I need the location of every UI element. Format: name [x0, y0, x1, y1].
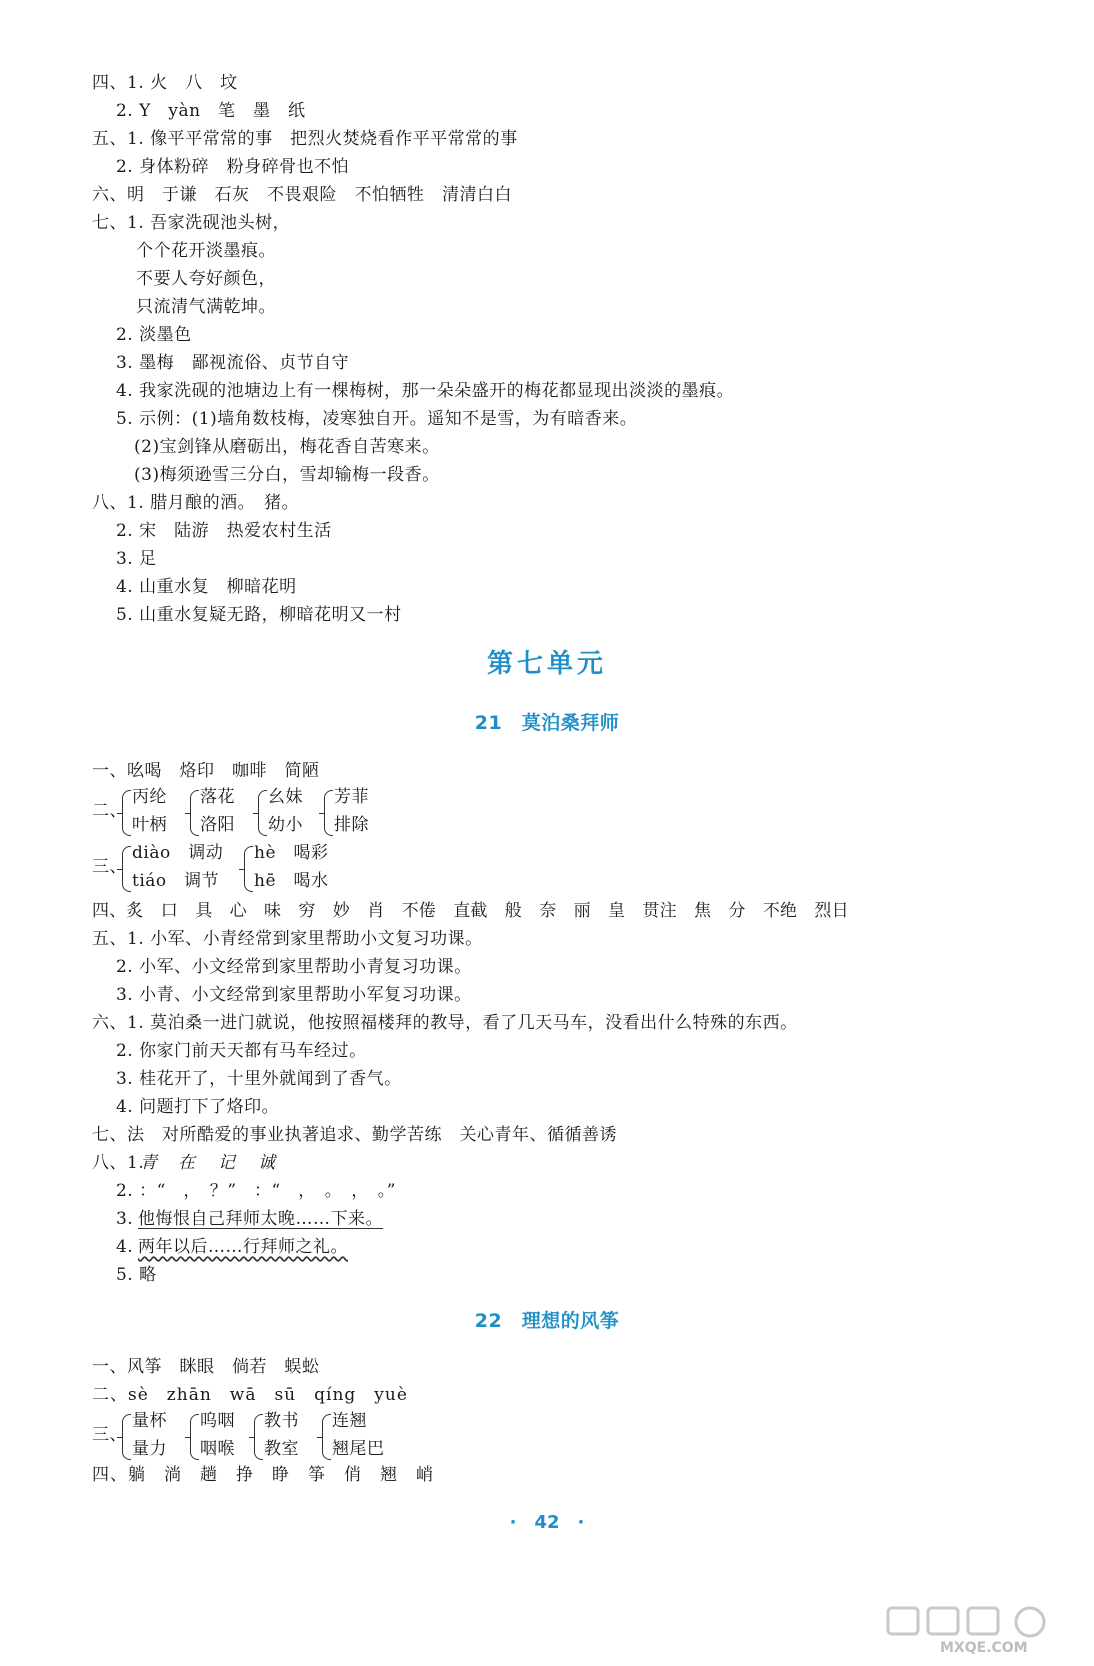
group-item: 幺妹	[268, 787, 303, 807]
answer-line: 二、sè zhān wā sū qíng yuè	[92, 1385, 408, 1405]
char-item: 青	[140, 1153, 158, 1173]
group-item: 量杯	[132, 1411, 167, 1431]
group-item: tiáo 调节	[132, 871, 220, 891]
question-label: 二、	[92, 801, 127, 821]
answer-line: 四、1. 火 八 坟	[92, 73, 238, 93]
answer-line: 一、吆喝 烙印 咖啡 简陋	[92, 761, 320, 781]
group-item: 芳菲	[334, 787, 369, 807]
group-item: hē 喝水	[254, 871, 329, 891]
watermark-text: MXQE.COM	[940, 1640, 1028, 1656]
group-item: 咽喉	[200, 1439, 235, 1459]
char-item: 诚	[258, 1153, 276, 1173]
answer-num: 3.	[116, 1209, 134, 1229]
group-item: diào 调动	[132, 843, 224, 863]
answer-line: 四、炙 口 具 心 味 穷 妙 肖 不倦 直截 般 奈 丽 皇 贯注 焦 分 不绝 烈日	[92, 901, 849, 921]
answer-line: 一、风筝 眯眼 倘若 蜈蚣	[92, 1357, 320, 1377]
watermark-logo	[880, 1604, 1080, 1658]
poem-line: 只流清气满乾坤。	[136, 297, 276, 317]
group-item: 翘尾巴	[332, 1439, 385, 1459]
lesson-title: 21 莫泊桑拜师	[474, 712, 620, 734]
answer-line: 5. 山重水复疑无路，柳暗花明又一村	[116, 605, 402, 625]
answer-line: 2. 宋 陆游 热爱农村生活	[116, 521, 332, 541]
group-item: 排除	[334, 815, 369, 835]
answer-line: 五、1. 像平平常常的事 把烈火焚烧看作平平常常的事	[92, 129, 518, 149]
question-label: 三、	[92, 1425, 127, 1445]
answer-line: (3)梅须逊雪三分白，雪却输梅一段香。	[134, 465, 440, 485]
answer-line: 七、法 对所酷爱的事业执著追求、勤学苦练 关心青年、循循善诱	[92, 1125, 617, 1145]
answer-line: 八、1. 腊月酿的酒。 猪。	[92, 493, 300, 513]
group-item: 幼小	[268, 815, 303, 835]
answer-line: 2. 你家门前天天都有马车经过。	[116, 1041, 367, 1061]
group-item: 落花	[200, 787, 235, 807]
group-item: 连翘	[332, 1411, 367, 1431]
group-item: 叶柄	[132, 815, 167, 835]
answer-line: 六、1. 莫泊桑一进门就说，他按照福楼拜的教导，看了几天马车，没看出什么特殊的东西。	[92, 1013, 798, 1033]
group-item: 呜咽	[200, 1411, 235, 1431]
answer-line: 3. 小青、小文经常到家里帮助小军复习功课。	[116, 985, 472, 1005]
answer-line: 六、明 于谦 石灰 不畏艰险 不怕牺牲 清清白白	[92, 185, 512, 205]
char-item: 在	[178, 1153, 196, 1173]
group-item: 洛阳	[200, 815, 235, 835]
page-number: · 42 ·	[509, 1512, 585, 1533]
answer-num: 4.	[116, 1237, 134, 1257]
answer-line: 2. 身体粉碎 粉身碎骨也不怕	[116, 157, 350, 177]
answer-line: 2. 小军、小文经常到家里帮助小青复习功课。	[116, 957, 472, 977]
answer-line: 2. 淡墨色	[116, 325, 192, 345]
char-item: 记	[218, 1153, 236, 1173]
lesson-title: 22 理想的风筝	[474, 1310, 620, 1332]
answer-line: 3. 足	[116, 549, 157, 569]
unit-title: 第七单元	[486, 649, 607, 679]
answer-line: 5. 略	[116, 1265, 157, 1285]
poem-line: 个个花开淡墨痕。	[136, 241, 276, 261]
answer-line: 4. 山重水复 柳暗花明	[116, 577, 297, 597]
answer-line: 5. 示例：(1)墙角数枝梅，凌寒独自开。遥知不是雪，为有暗香来。	[116, 409, 638, 429]
answer-line: 4. 问题打下了烙印。	[116, 1097, 280, 1117]
answer-line: 2. ：“ ， ？” ：“ ， 。 ， 。”	[116, 1181, 396, 1201]
wavy-underlined-answer: 两年以后……行拜师之礼。	[138, 1237, 348, 1257]
answer-line: 3. 桂花开了，十里外就闻到了香气。	[116, 1069, 402, 1089]
poem-line: 不要人夸好颜色，	[136, 269, 276, 289]
answer-line: 3. 墨梅 鄙视流俗、贞节自守	[116, 353, 350, 373]
answer-line: 四、躺 淌 趟 挣 睁 筝 俏 翘 峭	[92, 1465, 434, 1485]
answer-line: 4. 我家洗砚的池塘边上有一棵梅树，那一朵朵盛开的梅花都显现出淡淡的墨痕。	[116, 381, 735, 401]
answer-line: 2. Y yàn 笔 墨 纸	[116, 101, 306, 121]
group-item: 教书	[264, 1411, 299, 1431]
answer-line: (2)宝剑锋从磨砺出，梅花香自苦寒来。	[134, 437, 440, 457]
answer-line: 五、1. 小军、小青经常到家里帮助小文复习功课。	[92, 929, 483, 949]
underlined-answer: 他悔恨自己拜师太晚……下来。	[138, 1209, 383, 1229]
answer-line: 七、1. 吾家洗砚池头树，	[92, 213, 291, 233]
question-label: 八、1.	[92, 1153, 145, 1173]
group-item: 教室	[264, 1439, 299, 1459]
question-label: 三、	[92, 857, 127, 877]
group-item: 量力	[132, 1439, 167, 1459]
group-item: 丙纶	[132, 787, 167, 807]
group-item: hè 喝彩	[254, 843, 329, 863]
